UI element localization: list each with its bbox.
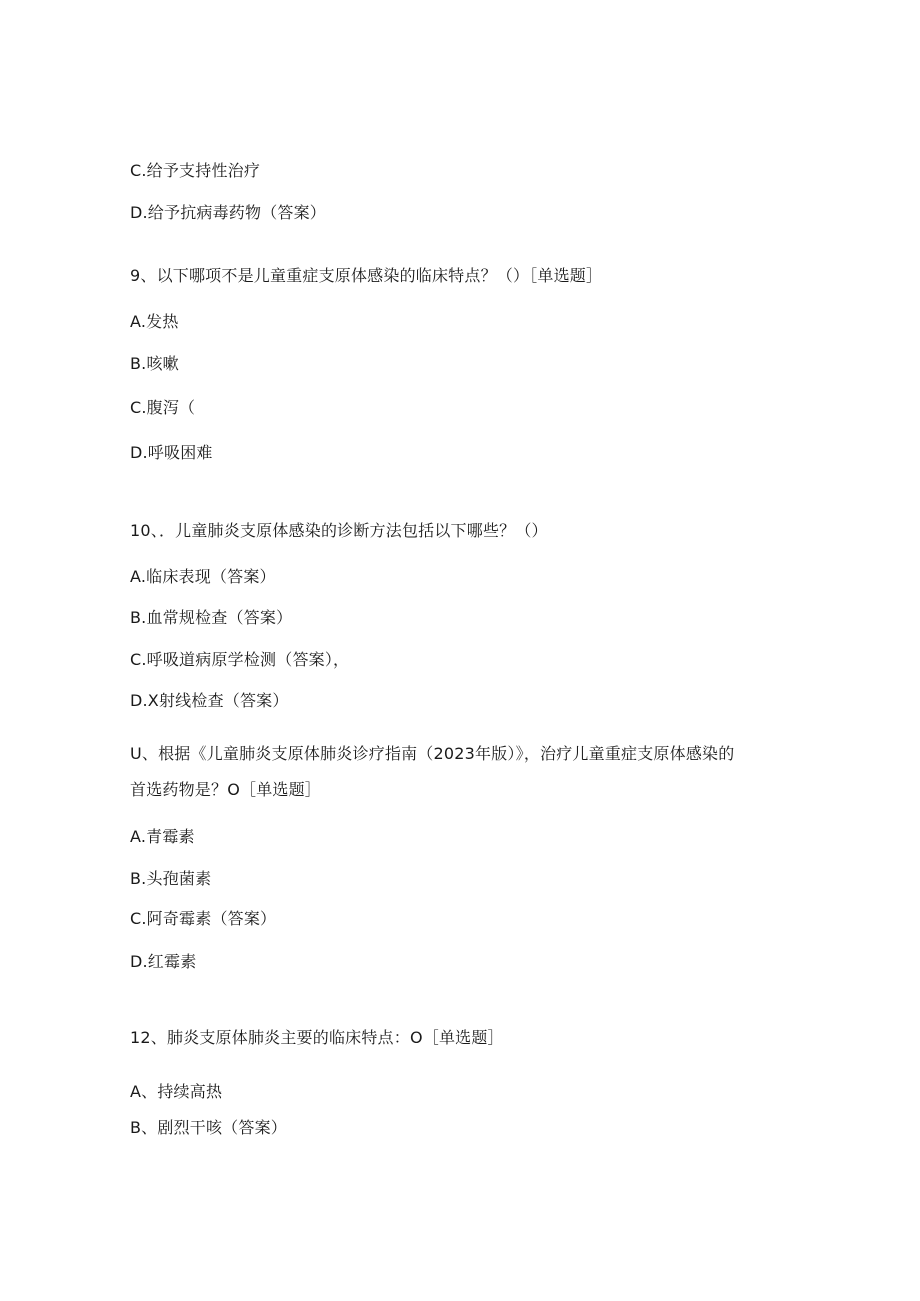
q12-option-b: B、剧烈干咳（答案） bbox=[130, 1118, 287, 1137]
q10-option-a: A.临床表现（答案） bbox=[130, 567, 276, 586]
q11-option-c: C.阿奇霉素（答案） bbox=[130, 909, 277, 928]
q8-option-c: C.给予支持性治疗 bbox=[130, 161, 261, 180]
q9-question: 9、以下哪项不是儿童重症支原体感染的临床特点？（）［单选题］ bbox=[130, 266, 603, 285]
q11-option-a: A.青霉素 bbox=[130, 827, 195, 846]
q10-option-c: C.呼吸道病原学检测（答案）， bbox=[130, 650, 350, 669]
q11-option-b: B.头孢菌素 bbox=[130, 869, 212, 888]
q9-option-a: A.发热 bbox=[130, 312, 179, 331]
q9-option-d: D.呼吸困难 bbox=[130, 443, 213, 462]
q10-question: 10、．儿童肺炎支原体感染的诊断方法包括以下哪些？（） bbox=[130, 521, 548, 540]
q8-option-d: D.给予抗病毒药物（答案） bbox=[130, 203, 327, 222]
q12-option-a: A、持续高热 bbox=[130, 1082, 223, 1101]
q11-question-line1: U、根据《儿童肺炎支原体肺炎诊疗指南（2023年版）》，治疗儿童重症支原体感染的 bbox=[130, 744, 735, 763]
q9-option-b: B.咳嗽 bbox=[130, 354, 179, 373]
q10-option-b: B.血常规检查（答案） bbox=[130, 608, 293, 627]
q10-option-d: D.X射线检查（答案） bbox=[130, 691, 289, 710]
q11-question-line2: 首选药物是？O［单选题］ bbox=[130, 780, 321, 799]
q12-question: 12、肺炎支原体肺炎主要的临床特点：O［单选题］ bbox=[130, 1028, 504, 1047]
q9-option-c: C.腹泻（ bbox=[130, 398, 196, 417]
q11-option-d: D.红霉素 bbox=[130, 952, 197, 971]
